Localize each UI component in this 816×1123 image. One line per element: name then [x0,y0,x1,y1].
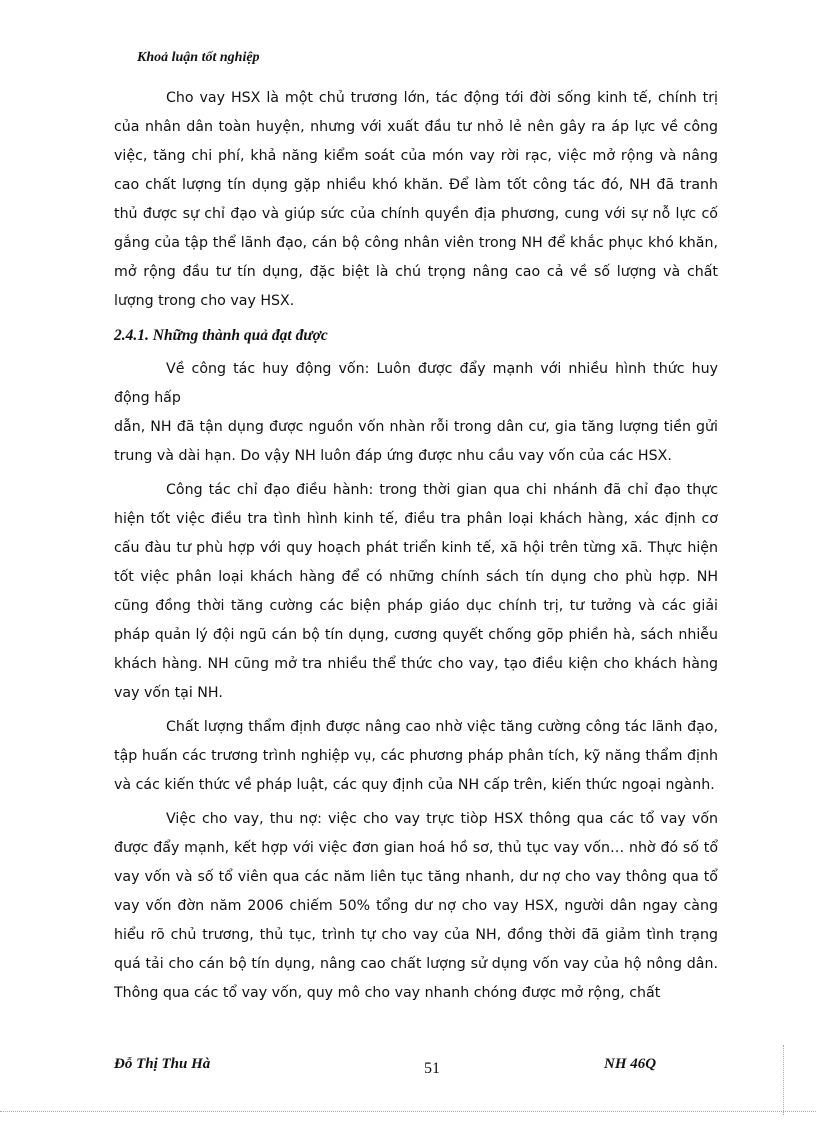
paragraph-lending: Việc cho vay, thu nợ: việc cho vay trực tiòp HSX thông qua các tổ vay vốn được đẩy mạnh, kết hợp với việc đơn gian hoá hồ sơ, thủ tục vay vốn… nhờ đó số tổ vay vốn và số tổ viên qua các năm liên tục tăng nhanh, dư nợ cho vay thông qua tổ vay vốn đờn năm 2006 chiếm 50% tổng dư nợ cho vay HSX, người dân ngay càng hiểu rõ chủ trương, thủ tục, trình tự cho vay của NH, đồng thời đã giảm tình trạng quá tải cho cán bộ tín dụng, nâng cao chất lượng sử dụng vốn vay của hộ nông dân. Thông qua các tổ vay vốn, quy mô cho vay nhanh chóng được mở rộng, chất [114,811,718,1001]
footer-class-code: NH 46Q [604,1056,657,1072]
paragraph-capital-mobilization: Về công tác huy động vốn: Luôn được đẩy mạnh với nhiều hình thức huy động hấp [114,361,718,406]
footer-author: Đỗ Thị Thu Hà [114,1056,211,1072]
running-header: Khoả luận tốt nghiệp [137,50,260,65]
page-border-bottom [0,1111,816,1112]
body-text [114,84,718,1013]
section-heading: 2.4.1. Những thành quả đạt được [114,327,328,344]
paragraph-capital-mobilization-cont: dẫn, NH đã tận dụng được nguồn vốn nhàn rỗi trong dân cư, gia tăng lượng tiền gửi trung và dài hạn. Do vậy NH luôn đáp ứng được nhu cầu vay vốn của các HSX. [114,419,718,464]
paragraph-appraisal: Chất lượng thẩm định được nâng cao nhờ việc tăng cường công tác lãnh đạo, tập huấn các trương trình nghiệp vụ, các phương pháp phân tích, kỹ năng thẩm định và các kiến thức về pháp luật, các quy định của NH cấp trên, kiến thức ngoại ngành. [114,719,718,793]
paragraph-intro: Cho vay HSX là một chủ trương lớn, tác động tới đời sống kinh tế, chính trị của nhân dân toàn huyện, nhưng với xuất đầu tư nhỏ lẻ nên gây ra áp lực về công việc, tăng chi phí, khả năng kiểm soát của món vay rời rạc, việc mở rộng và nâng cao chất lượng tín dụng gặp nhiều khó khăn. Để làm tốt công tác đó, NH đã tranh thủ được sự chỉ đạo và giúp sức của chính quyền địa phương, cung với sự nỗ lực cố gắng của tập thể lãnh đạo, cán bộ công nhân viên trong NH để khắc phục khó khăn, mở rộng đầu tư tín dụng, đặc biệt là chú trọng nâng cao cả về số lượng và chất lượng trong cho vay HSX. [114,90,718,309]
page-number: 51 [424,1060,440,1077]
paragraph-management: Công tác chỉ đạo điều hành: trong thời gian qua chi nhánh đã chỉ đạo thực hiện tốt việc điều tra tình hình kinh tế, điều tra phân loại khách hàng, xác định cơ cấu đàu tư phù hợp với quy hoạch phát triển kinh tế, xã hội trên từng xã. Thực hiện tốt việc phân loại khách hàng để có những chính sách tín dụng cho phù hợp. NH cũng đồng thời tăng cường các biện pháp giáo dục chính trị, tư tưởng và các giải pháp quản lý đội ngũ cán bộ tín dụng, cương quyết chống gõp phiền hà, sách nhiễu khách hàng. NH cũng mở tra nhiều thể thức cho vay, tạo điều kiện cho khách hàng vay vốn tại NH. [114,482,718,701]
page-border-right [783,1045,784,1115]
